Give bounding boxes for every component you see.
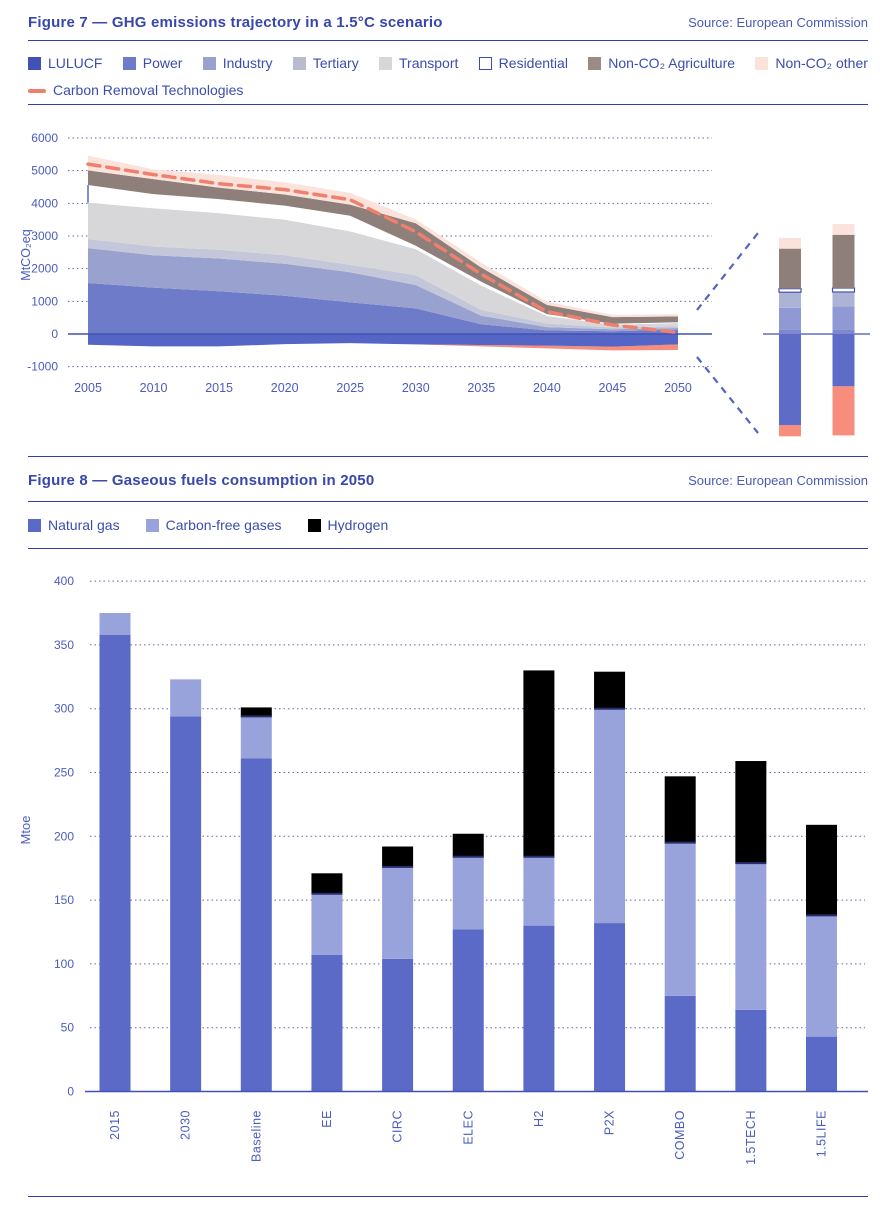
y-tick-label: 6000 <box>31 130 58 145</box>
detail-segment-industry <box>779 330 801 334</box>
y-tick-label: 250 <box>53 765 74 780</box>
legend-item-nonco2-agriculture <box>588 55 735 71</box>
bar-carbon-free-gases <box>311 894 342 955</box>
legend-label: Tertiary <box>312 55 359 71</box>
bar-hydrogen <box>806 825 837 916</box>
y-axis-title: Mtoe <box>18 815 33 845</box>
figure7-title-rule <box>28 40 868 41</box>
legend-label: Hydrogen <box>327 517 389 533</box>
transport-swatch <box>379 57 392 70</box>
bar-natural-gas <box>100 635 131 1092</box>
legend-item-transport <box>379 55 458 71</box>
bar-hydrogen <box>665 776 696 842</box>
figure8-legend-rule <box>28 548 868 549</box>
x-tick-label: 2035 <box>467 381 496 395</box>
detail-segment-other <box>833 224 855 235</box>
legend-label: Non-CO₂ other <box>775 55 868 71</box>
area-lulucf <box>88 334 678 347</box>
figure7-title: Figure 7 — GHG emissions trajectory in a 1.5°C scenario <box>28 14 443 31</box>
industry-swatch <box>203 57 216 70</box>
hydrogen-swatch <box>308 519 321 532</box>
gaseous-fuels-bar-chart <box>0 555 896 1190</box>
legend-label: Non-CO₂ Agriculture <box>608 55 736 71</box>
x-tick-label: 2050 <box>664 381 692 395</box>
bar-carbon-free-gases <box>735 863 766 1010</box>
detail-segment-lulucf <box>779 334 801 425</box>
bar-natural-gas <box>735 1010 766 1092</box>
bar-hydrogen <box>594 672 625 709</box>
x-category-label: EE <box>319 1110 334 1128</box>
x-category-label: ELEC <box>461 1110 476 1145</box>
legend-label: LULUCF <box>48 55 103 71</box>
legend-item-carbon-free-gases <box>146 517 282 533</box>
bar-hydrogen <box>523 670 554 856</box>
detail-segment-lulucf <box>833 334 855 386</box>
x-tick-label: 2005 <box>74 381 102 395</box>
detail-segment-agriculture <box>779 249 801 289</box>
y-tick-label: 5000 <box>31 163 58 178</box>
tertiary-swatch <box>293 57 306 70</box>
legend-label: Power <box>142 55 183 71</box>
figure8-title-rule <box>28 501 868 502</box>
figure7-source: Source: European Commission <box>688 15 868 30</box>
y-tick-label: 150 <box>53 893 74 908</box>
figure8-legend <box>28 517 868 533</box>
detail-segment-industry <box>833 330 855 334</box>
y-tick-label: 400 <box>53 574 74 589</box>
y-tick-label: 350 <box>53 637 74 652</box>
detail-segment-crt <box>833 386 855 435</box>
legend-item-industry <box>203 55 273 71</box>
bar-carbon-free-gases <box>594 709 625 923</box>
x-category-label: 1.5LIFE <box>814 1110 829 1158</box>
detail-segment-agriculture <box>833 235 855 288</box>
y-tick-label: -1000 <box>27 359 58 374</box>
bar-carbon-free-gases <box>382 867 413 959</box>
carbon-free-gases-swatch <box>146 519 159 532</box>
x-tick-label: 2040 <box>532 381 561 395</box>
x-category-label: CIRC <box>390 1110 405 1143</box>
x-category-label: P2X <box>602 1110 617 1136</box>
x-category-label: Baseline <box>249 1110 264 1162</box>
bar-carbon-free-gases <box>453 857 484 930</box>
detail-segment-transport <box>833 292 855 306</box>
detail-segment-tertiary <box>833 306 855 329</box>
legend-item-power <box>123 55 183 71</box>
bar-hydrogen <box>311 873 342 893</box>
detail-segment-tertiary <box>779 308 801 330</box>
detail-segment-other <box>779 238 801 249</box>
x-category-label: H2 <box>531 1110 546 1127</box>
legend-label: Carbon-free gases <box>165 517 282 533</box>
legend-item-natural-gas <box>28 517 120 533</box>
legend-item-lulucf <box>28 55 102 71</box>
bar-hydrogen <box>382 847 413 867</box>
legend-item-carbon-removal <box>28 82 243 98</box>
bar-natural-gas <box>311 955 342 1092</box>
y-tick-label: 0 <box>51 327 58 341</box>
bar-carbon-free-gases <box>523 857 554 926</box>
x-category-label: 2030 <box>178 1110 193 1140</box>
y-tick-label: 50 <box>60 1020 74 1035</box>
y-tick-label: 300 <box>53 701 74 716</box>
x-tick-label: 2020 <box>270 381 299 395</box>
figure8-title: Figure 8 — Gaseous fuels consumption in 2050 <box>28 472 375 489</box>
bar-hydrogen <box>241 707 272 716</box>
legend-item-tertiary <box>293 55 359 71</box>
bar-natural-gas <box>806 1037 837 1092</box>
bar-natural-gas <box>453 929 484 1091</box>
lulucf-swatch <box>28 57 41 70</box>
x-tick-label: 2030 <box>401 381 430 395</box>
bar-natural-gas <box>241 758 272 1091</box>
figure7-legend-rule <box>28 104 868 105</box>
x-tick-label: 2015 <box>205 381 234 395</box>
x-tick-label: 2025 <box>336 381 365 395</box>
x-category-label: COMBO <box>673 1110 688 1160</box>
nonco2-other-swatch <box>755 57 768 70</box>
x-category-label: 1.5TECH <box>743 1110 758 1165</box>
legend-item-residential <box>479 55 568 71</box>
legend-item-hydrogen <box>308 517 389 533</box>
figure7-legend-row1 <box>28 55 868 71</box>
detail-segment-residential <box>833 288 855 292</box>
y-tick-label: 100 <box>53 956 74 971</box>
bar-natural-gas <box>382 959 413 1092</box>
callout-line-upper <box>697 233 758 310</box>
legend-label: Residential <box>498 55 568 71</box>
bar-hydrogen <box>735 761 766 863</box>
y-tick-label: 0 <box>67 1084 74 1099</box>
legend-label: Natural gas <box>48 517 120 533</box>
bar-natural-gas <box>170 716 201 1091</box>
y-tick-label: 4000 <box>31 196 58 211</box>
y-axis-title: MtCO₂eq <box>19 229 33 281</box>
legend-label: Transport <box>399 55 459 71</box>
bar-carbon-free-gases <box>665 843 696 996</box>
x-tick-label: 2010 <box>139 381 168 395</box>
residential-swatch <box>479 57 492 70</box>
x-category-label: 2015 <box>108 1110 122 1140</box>
natural-gas-swatch <box>28 519 41 532</box>
detail-segment-transport <box>779 292 801 308</box>
power-swatch <box>123 57 136 70</box>
y-tick-label: 3000 <box>31 228 58 243</box>
carbon-removal-swatch <box>28 89 46 93</box>
bar-natural-gas <box>665 996 696 1092</box>
legend-item-nonco2-other <box>755 55 868 71</box>
y-tick-label: 2000 <box>31 261 58 276</box>
detail-segment-residential <box>779 289 801 293</box>
detail-segment-crt <box>779 425 801 436</box>
y-tick-label: 1000 <box>31 294 58 309</box>
figure8-source: Source: European Commission <box>688 473 868 488</box>
x-tick-label: 2045 <box>598 381 627 395</box>
bar-hydrogen <box>453 834 484 857</box>
bar-carbon-free-gases <box>806 915 837 1036</box>
page-bottom-rule <box>28 1196 868 1197</box>
bar-natural-gas <box>523 926 554 1092</box>
bar-carbon-free-gases <box>241 716 272 758</box>
y-tick-label: 200 <box>53 829 74 844</box>
legend-label: Carbon Removal Technologies <box>53 82 244 98</box>
section-separator-rule <box>28 456 868 457</box>
callout-line-lower <box>697 357 758 433</box>
ghg-emissions-area-chart <box>0 110 896 450</box>
bar-natural-gas <box>594 923 625 1091</box>
bar-carbon-free-gases <box>100 613 131 635</box>
figure7-legend-row2 <box>28 82 868 98</box>
legend-label: Industry <box>222 55 273 71</box>
bar-carbon-free-gases <box>170 679 201 716</box>
nonco2-agriculture-swatch <box>588 57 601 70</box>
